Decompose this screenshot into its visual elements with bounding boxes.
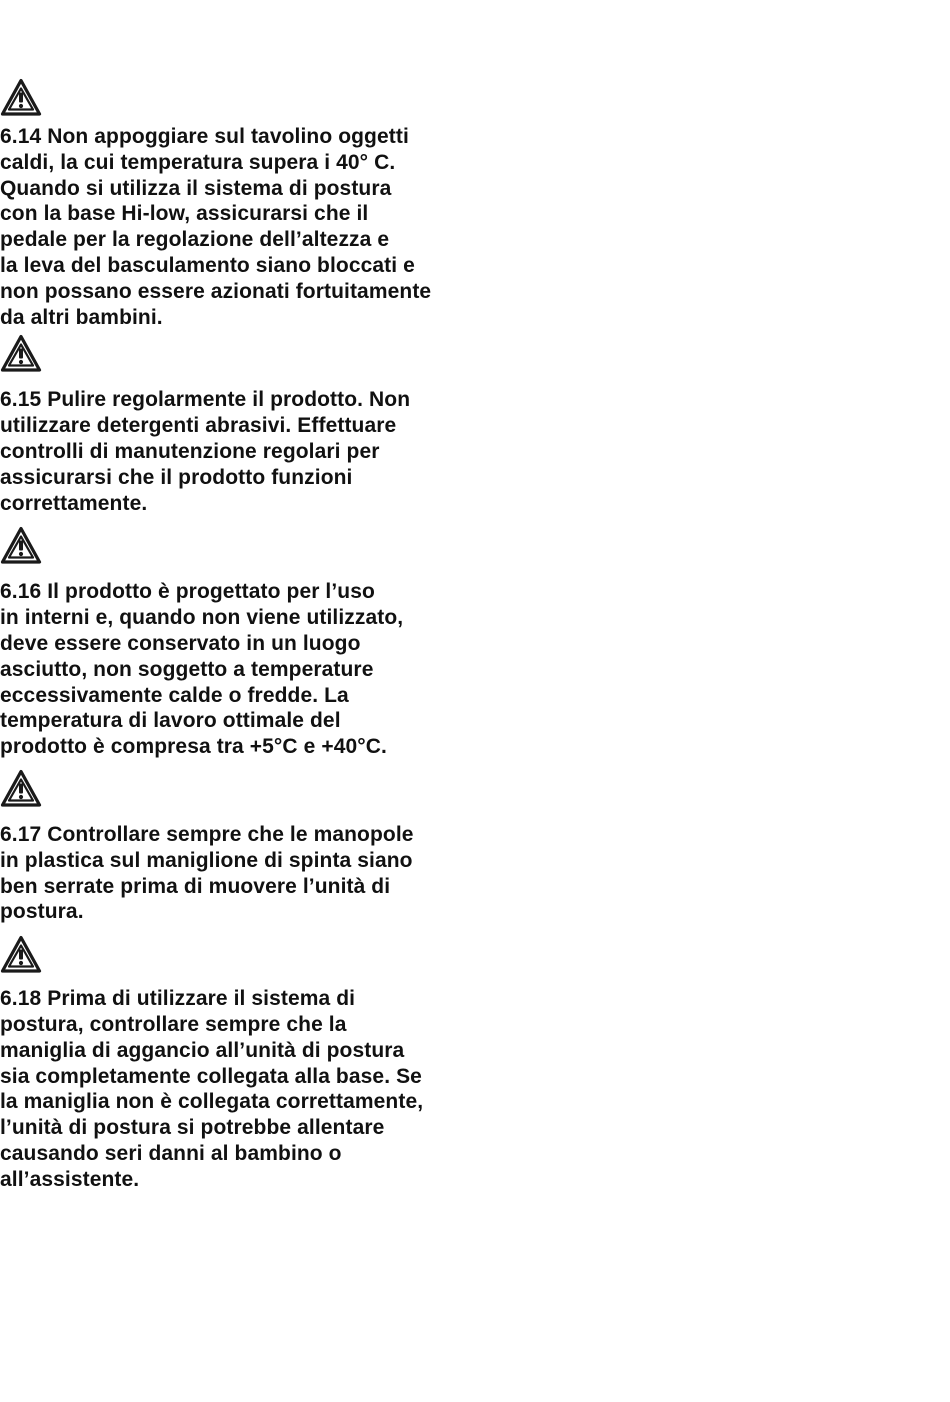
warning-item-6-18	[0, 935, 520, 1192]
warning-text: 6.18 Prima di utilizzare il sistema di postura, controllare sempre che la maniglia di aggancio all’unità di postura sia completamente collegata alla base. Se la maniglia non è collegata correttamente, l’unità di postura si potrebbe allentare causando seri danni al bambino o all’assistente.	[0, 987, 424, 1191]
warning-triangle-icon	[0, 526, 42, 566]
warning-text: 6.15 Pulire regolarmente il prodotto. Non utilizzare detergenti abrasivi. Effettuare controlli di manutenzione regolari per assicurarsi che il prodotto funzioni correttamente.	[0, 388, 411, 515]
warning-text: 6.16 Il prodotto è progettato per l’uso in interni e, quando non viene utilizzato, deve essere conservato in un luogo asciutto, non soggetto a temperature eccessivamente calde o fredde. La temperatura di lavoro ottimale del prodotto è compresa tra +5°C e +40°C.	[0, 580, 404, 759]
warning-text: 6.14 Non appoggiare sul tavolino oggetti caldi, la cui temperatura supera i 40° C. Quando si utilizza il sistema di postura con la base Hi-low, assicurarsi che il pedale per la regolazione dell’altezza e la leva del basculamento siano bloccati e non possano essere azionati fortuitamente da altri bambini.	[0, 125, 432, 329]
warning-item-6-14	[0, 78, 520, 330]
warning-text: 6.17 Controllare sempre che le manopole in plastica sul maniglione di spinta siano ben serrate prima di muovere l’unità di postura.	[0, 822, 414, 924]
warning-triangle-icon	[0, 334, 42, 374]
manual-page	[0, 74, 520, 1193]
warning-item-6-15	[0, 334, 520, 516]
warning-triangle-icon	[0, 935, 42, 975]
warning-triangle-icon	[0, 78, 42, 118]
warning-item-6-16	[0, 526, 520, 760]
warning-triangle-icon	[0, 769, 42, 809]
warning-item-6-17	[0, 769, 520, 925]
